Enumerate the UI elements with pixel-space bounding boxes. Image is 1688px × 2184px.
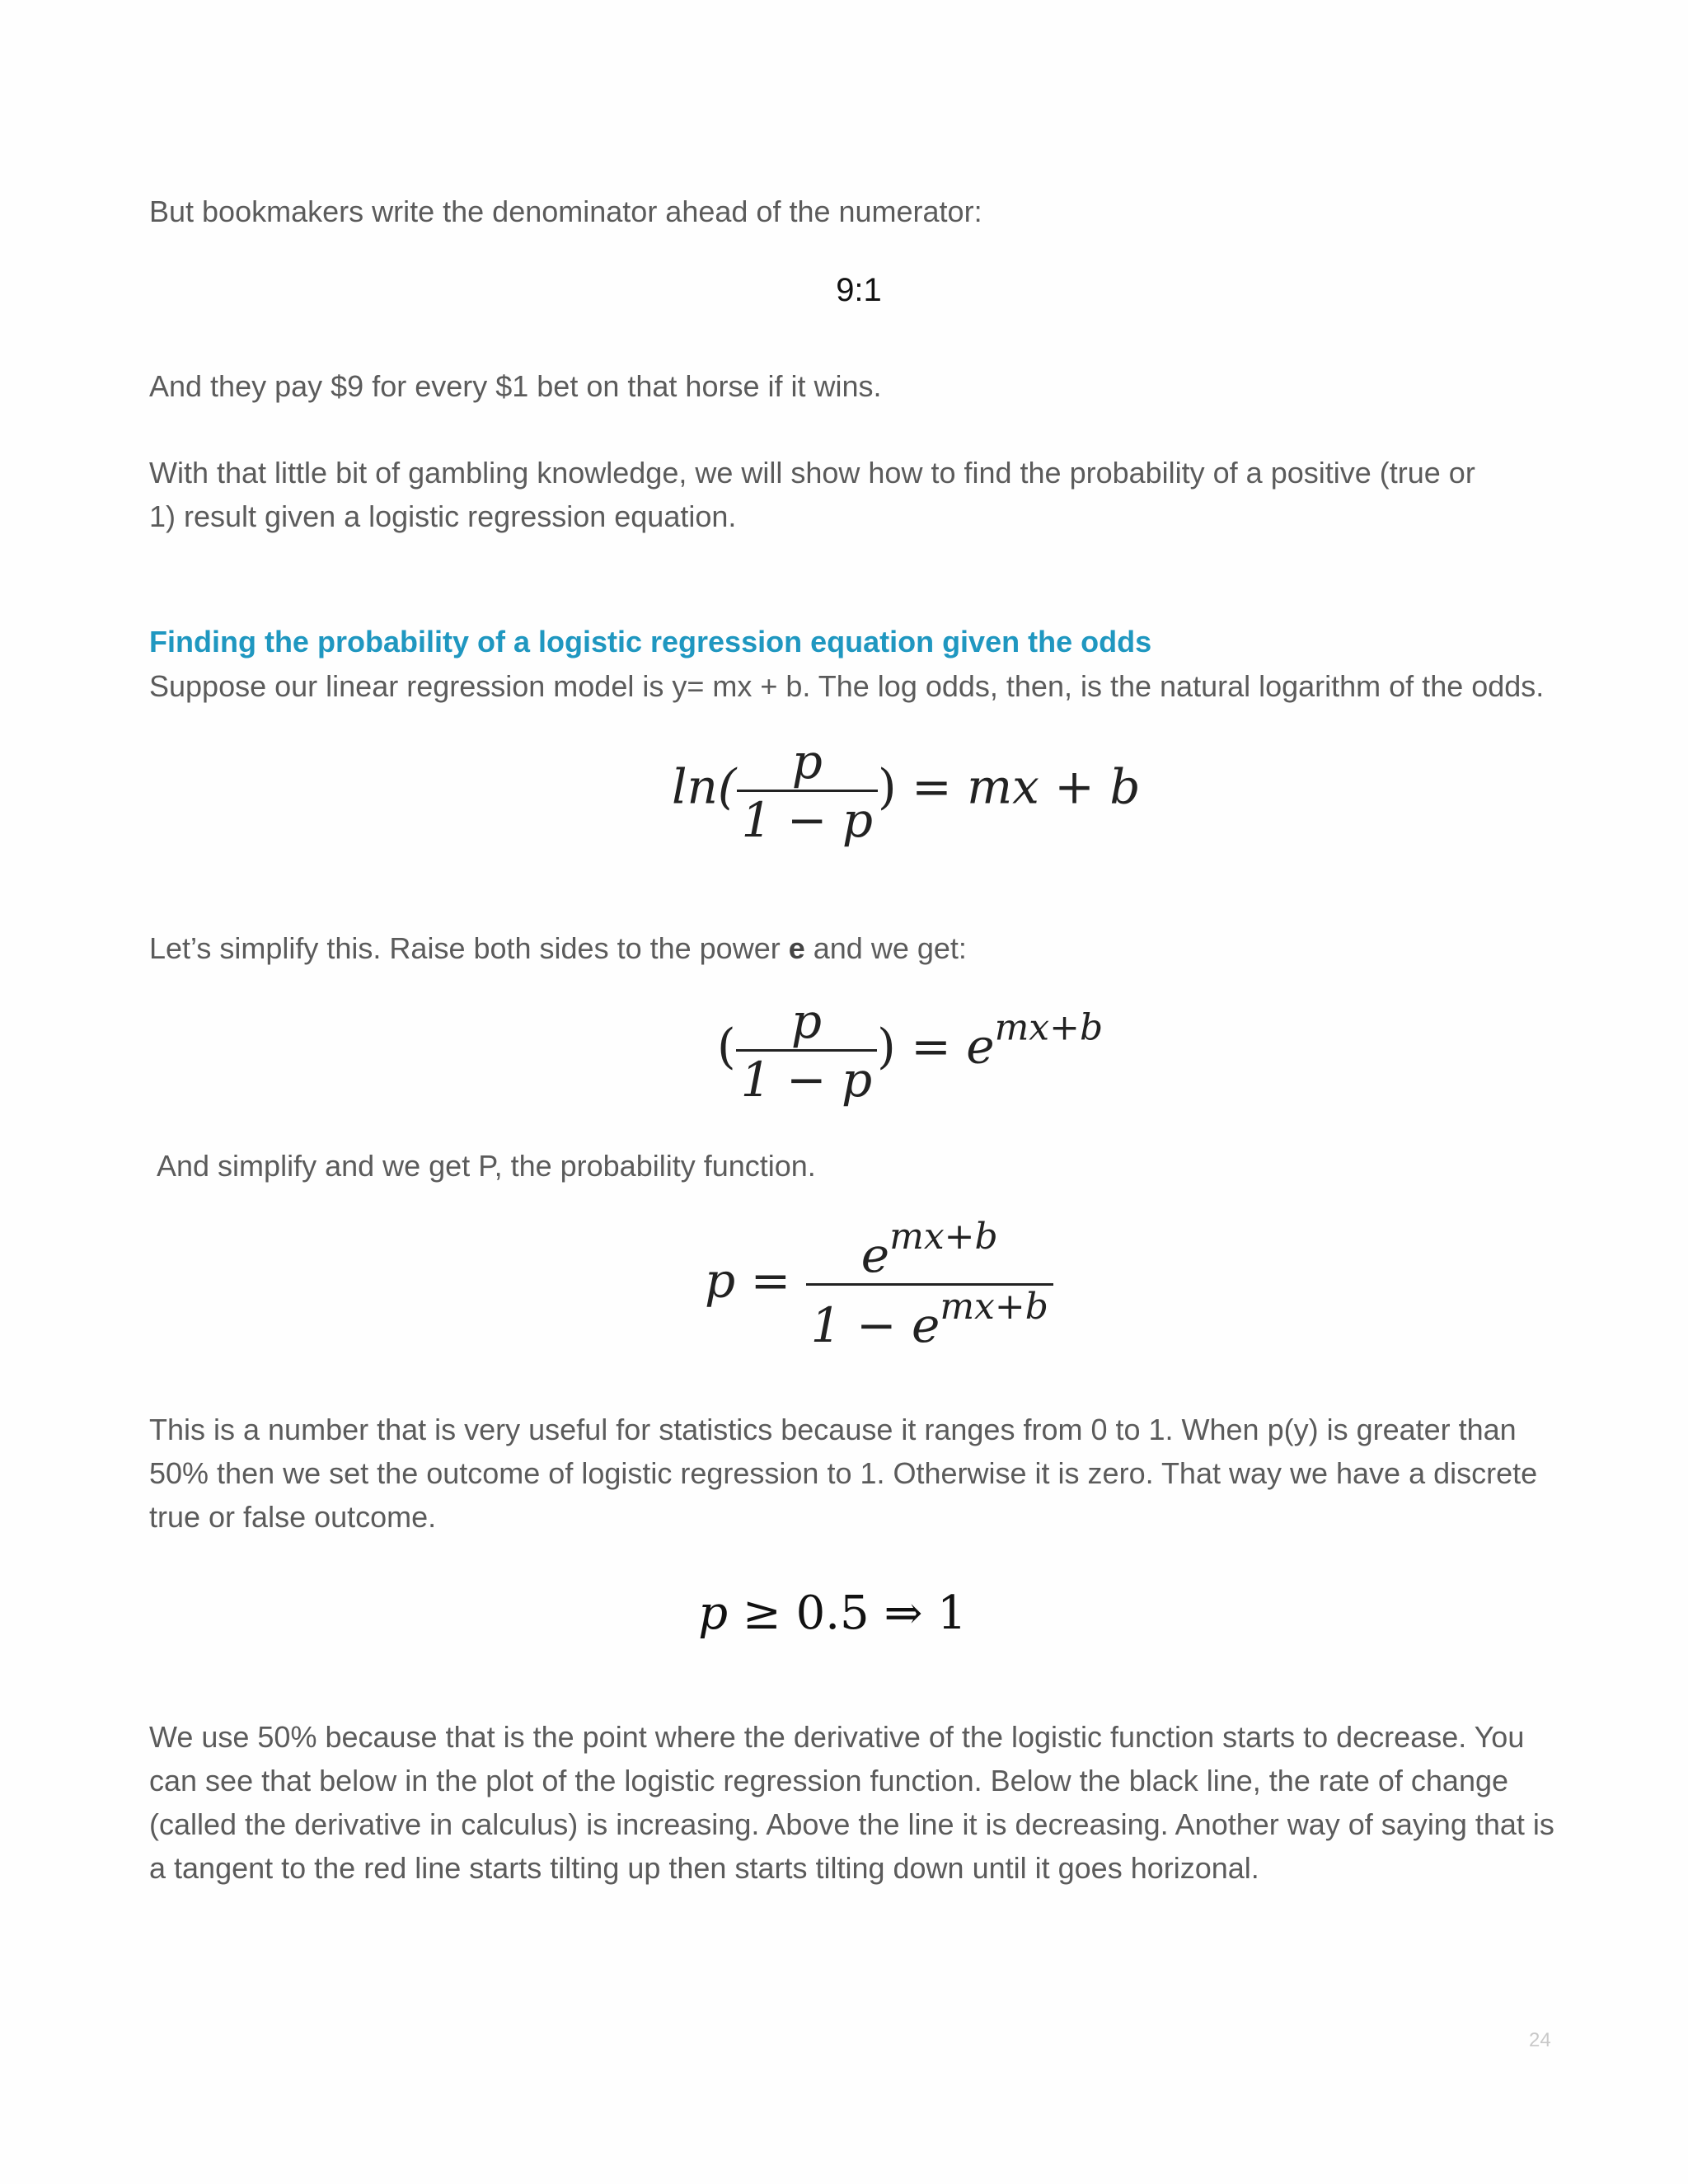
eq3-lhs: p = — [705, 1252, 791, 1309]
paragraph-gambling-knowledge: With that little bit of gambling knowledge, we will show how to find the probability of a positive (true or 1) result given a logistic regression equation. — [149, 456, 1475, 533]
eq3-den-base: 1 − e — [810, 1297, 940, 1353]
section-heading: Finding the probability of a logistic regression equation given the odds — [149, 625, 1152, 658]
threshold-condition — [0, 1586, 1665, 1640]
eq2-fraction — [736, 993, 878, 1108]
paragraph-statistics: This is a number that is very useful for statistics because it ranges from 0 to 1. When p(y) is greater than 50% then we set the outcome of logistic regression to 1. Otherwise it is zero. That way we have a discrete true or false outcome. — [149, 1413, 1538, 1534]
eq1-close: ) — [878, 758, 897, 815]
eq1-denominator: 1 − p — [737, 790, 879, 848]
eq1-rhs: = mx + b — [912, 758, 1141, 815]
paragraph-payout: And they pay $9 for every $1 bet on that horse if it wins. — [149, 369, 882, 403]
eq1-numerator: p — [791, 733, 823, 790]
equation-log-odds — [672, 733, 1140, 848]
p5-pre: Let’s simplify this. Raise both sides to the power — [149, 931, 789, 965]
eq3-num-exp: mx+b — [889, 1216, 998, 1258]
paragraph-simplify — [149, 926, 1550, 970]
eq1-fn: ln( — [672, 758, 737, 815]
eq3-den-exp: mx+b — [940, 1286, 1048, 1328]
eq2-close: ) — [877, 1018, 896, 1075]
eq3-numerator — [806, 1216, 1053, 1283]
eq1-fraction — [737, 733, 879, 848]
p5-post: and we get: — [804, 931, 967, 965]
cond-rest: ≥ 0.5 ⇒ 1 — [728, 1586, 967, 1640]
p5-bold-e: e — [788, 931, 805, 965]
odds-ratio: 9:1 — [836, 272, 882, 308]
equation-probability — [705, 1216, 1053, 1353]
eq2-open: ( — [717, 1018, 736, 1075]
eq3-denominator — [806, 1283, 1053, 1353]
paragraph-derivative: We use 50% because that is the point where the derivative of the logistic function starts to decrease. You can see that below in the plot of the logistic regression function. Below the black line, the rate of change (called the derivative in calculus) is increasing. Above the line it is decreasing. Another way of saying that is a tangent to the red line starts tilting up then starts tilting down until it goes horizonal. — [149, 1720, 1554, 1885]
paragraph-probability-function: And simplify and we get P, the probability function. — [157, 1149, 816, 1183]
paragraph-bookmakers: But bookmakers write the denominator ahead of the numerator: — [149, 194, 982, 228]
equation-odds-exp — [717, 993, 1103, 1108]
paragraph-log-odds: Suppose our linear regression model is y= mx + b. The log odds, then, is the natural logarithm of the odds. — [149, 669, 1545, 703]
eq2-eq: = e — [911, 1018, 995, 1075]
cond-p: p — [698, 1586, 729, 1640]
eq2-denominator: 1 − p — [736, 1049, 878, 1108]
eq2-numerator: p — [790, 993, 822, 1049]
eq3-num-base: e — [860, 1227, 890, 1283]
page-number: 24 — [1529, 2029, 1551, 2051]
eq2-exponent: mx+b — [994, 1006, 1104, 1049]
eq3-fraction — [806, 1216, 1053, 1353]
